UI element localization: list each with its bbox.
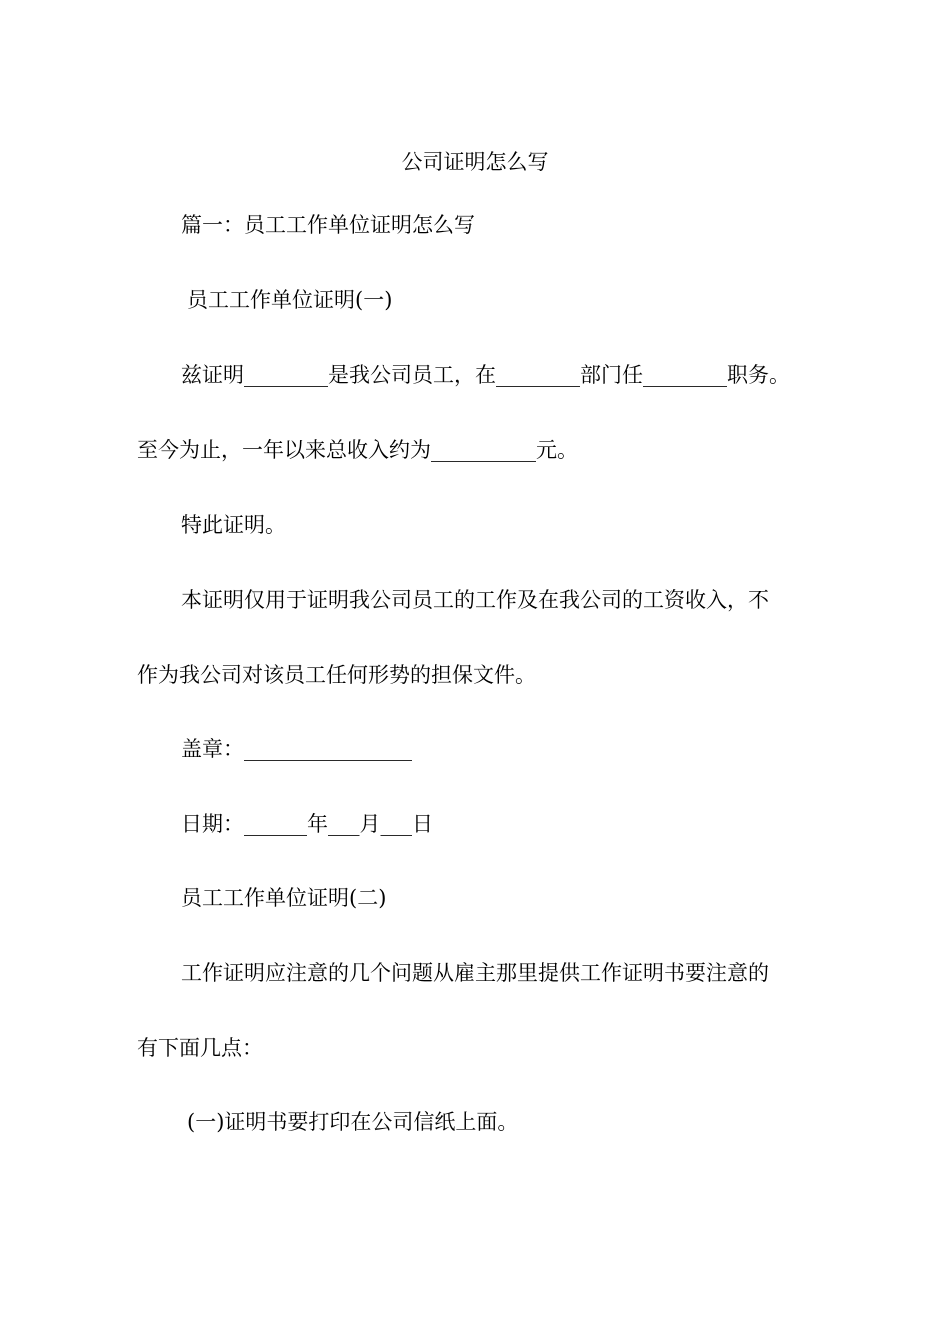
stamp-line: 盖章：________________	[181, 737, 412, 761]
paragraph-line: 特此证明。	[181, 513, 286, 537]
paragraph-line: 至今为止，一年以来总收入约为__________元。	[137, 438, 578, 462]
paragraph-line: 工作证明应注意的几个问题从雇主那里提供工作证明书要注意的	[181, 961, 769, 985]
paragraph-line: 本证明仅用于证明我公司员工的工作及在我公司的工资收入，不	[181, 588, 769, 612]
subsection-heading: 员工工作单位证明(一)	[187, 288, 393, 312]
paragraph-line: 作为我公司对该员工任何形势的担保文件。	[137, 663, 536, 687]
document-title: 公司证明怎么写	[401, 150, 549, 174]
paragraph-line: 兹证明________是我公司员工，在________部门任________职务。	[181, 363, 790, 387]
section-heading: 篇一：员工工作单位证明怎么写	[181, 213, 475, 237]
list-item: (一)证明书要打印在公司信纸上面。	[187, 1110, 519, 1134]
date-line: 日期：______年___月___日	[181, 812, 433, 836]
paragraph-line: 有下面几点：	[137, 1036, 263, 1060]
subsection-heading: 员工工作单位证明(二)	[181, 886, 387, 910]
